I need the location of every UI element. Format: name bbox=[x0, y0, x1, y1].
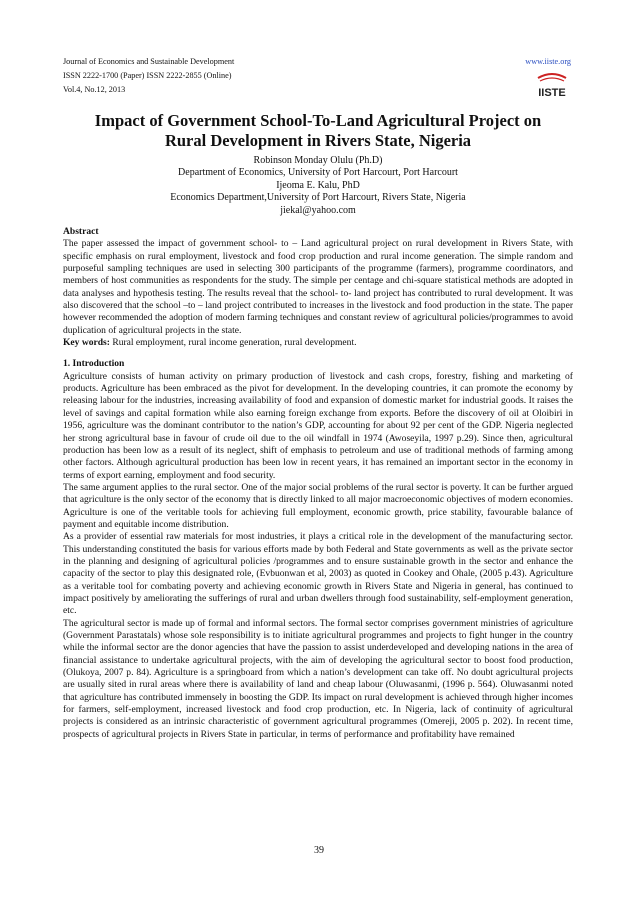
author-block bbox=[63, 155, 573, 217]
paper-body bbox=[63, 226, 573, 741]
paragraph: The same argument applies to the rural sector. One of the major social problems of the rural sector is poverty. It can be further argued that agriculture is the only sector of the economy that is directly linked to all major macroeconomic objectives of modern economies. Agriculture is one of the veritable tools for achieving full employment, economic growth, price stability, favourable balance of payment and equitable income distribution. bbox=[63, 481, 573, 530]
abstract-heading: Abstract bbox=[63, 226, 99, 237]
section-heading-introduction: 1. Introduction bbox=[63, 358, 125, 370]
keywords: Key words: Rural employment, rural income generation, rural development. bbox=[63, 337, 357, 349]
issn: ISSN 2222-1700 (Paper) ISSN 2222-2855 (Online) bbox=[63, 71, 232, 80]
iiste-logo bbox=[534, 72, 570, 100]
svg-text:IISTE: IISTE bbox=[538, 87, 566, 99]
paragraph: The agricultural sector is made up of formal and informal sectors. The formal sector comprises government ministries of agriculture (Government Parastatals) whose sole responsibility is to initiate agricultural programmes and projects to fight hunger in the country while the informal sector are the donor agencies that have the passion to assist underdeveloped and developing nations in the area of financial assistance to undertake agricultural projects, with the aim of developing the agricultural sector to boost food production, (Olukoya, 2007 p. 84). Agriculture is a springboard from which a nation’s development can take off. No doubt agricultural projects are usually sited in rural areas where there is availability of land and cheap labour (Oluwasanmi, (1996 p. 564). Oluwasanmi noted that agriculture has contributed immensely in boosting the GDP. Its impact on rural development is achieved through higher incomes for farmers, self-employment, increased livestock and food crop production, etc. In Nigeria, lack of continuity of agricultural projects is considered as an intrinsic characteristic of government agricultural programmes (Omereji, 2005 p. 202). In recent time, prospects of agricultural projects in Rivers State in particular, in terms of performance and profitability have remained bbox=[63, 617, 573, 740]
volume: Vol.4, No.12, 2013 bbox=[63, 85, 126, 94]
paragraph: Agriculture consists of human activity on primary production of livestock and cash crops, forestry, fishing and marketing of products. Agriculture has been embraced as the pivot for development. In the developing countries, it can promote the economy by releasing labour for the industries, increasing availability of food and expansion of domestic market for industrial goods. It raises the level of savings and capital formation while also earning foreign exchange from exports. Before the discovery of oil at Oloibiri in 1956, agriculture was the dominant contributor to the nation’s GDP, accounting for about 92 per cent of the GDP. Nigeria neglected her strong agricultural base in favour of crude oil due to the oil windfall in 1974 (Awoseyila, 1997 p.29). Since then, agricultural production has been low as a result of its neglect, shift of emphasis to petroleum and use of traditional methods of farming among other factors. Although agricultural production has been low in recent years, it has remained an important sector in the economy in terms of export earning, employment and food security. bbox=[63, 370, 573, 481]
author-1-name: Robinson Monday Olulu (Ph.D) bbox=[253, 155, 383, 166]
website-link[interactable]: www.iiste.org bbox=[525, 57, 571, 66]
paragraph: As a provider of essential raw materials for most industries, it plays a critical role in the development of the manufacturing sector. This understanding constituted the basis for various efforts made by both Federal and State governments as well as the private sector in the planning and designing of agricultural policies /programmes and to ensure sustainable growth in the sector and enhance the capacity of the sector to play this designated role, (Evbuonwan et al, 2003) as quoted in Cookey and Ohale, (2005 p.43). Agriculture as a veritable tool for combating poverty and achieving economic growth in Rivers State and Nigeria in general, has continued to impact positively by ameliorating the sufferings of rural and urban dwellers through food sustainability, self-employment generation, etc. bbox=[63, 531, 573, 617]
author-2-email[interactable]: jiekal@yahoo.com bbox=[280, 204, 356, 216]
author-2-name: Ijeoma E. Kalu, PhD bbox=[276, 179, 360, 191]
page-number: 39 bbox=[314, 845, 324, 856]
author-1-affiliation: Department of Economics, University of Port Harcourt, Port Harcourt bbox=[178, 167, 458, 179]
abstract-text: The paper assessed the impact of government school- to – Land agricultural project on rural development in Rivers State, with specific emphasis on rural employment, livestock and food crop production and rural income generation. The simple random and purposeful sampling techniques are used in selecting 300 participants of the programme (farmers), programme coordinators, and members of host communities as respondents for the study. The simple per centage and chi-square statistical methods are adopted in data analyses and hypothesis testing. The results reveal that the school- to- land project has contributed to rural development. It was also discovered that the school –to – land project contributed to increases in the livestock and food production in the state. The paper however recommended the adoption of modern farming techniques and constant review of agricultural policies/programmes to avoid duplication of agricultural projects in the state. bbox=[63, 238, 573, 336]
journal-name: Journal of Economics and Sustainable Development bbox=[63, 57, 235, 66]
author-2-affiliation: Economics Department,University of Port Harcourt, Rivers State, Nigeria bbox=[170, 192, 466, 204]
paper-title: Impact of Government School-To-Land Agricultural Project on Rural Development in Rivers State, Nigeria bbox=[94, 111, 542, 150]
